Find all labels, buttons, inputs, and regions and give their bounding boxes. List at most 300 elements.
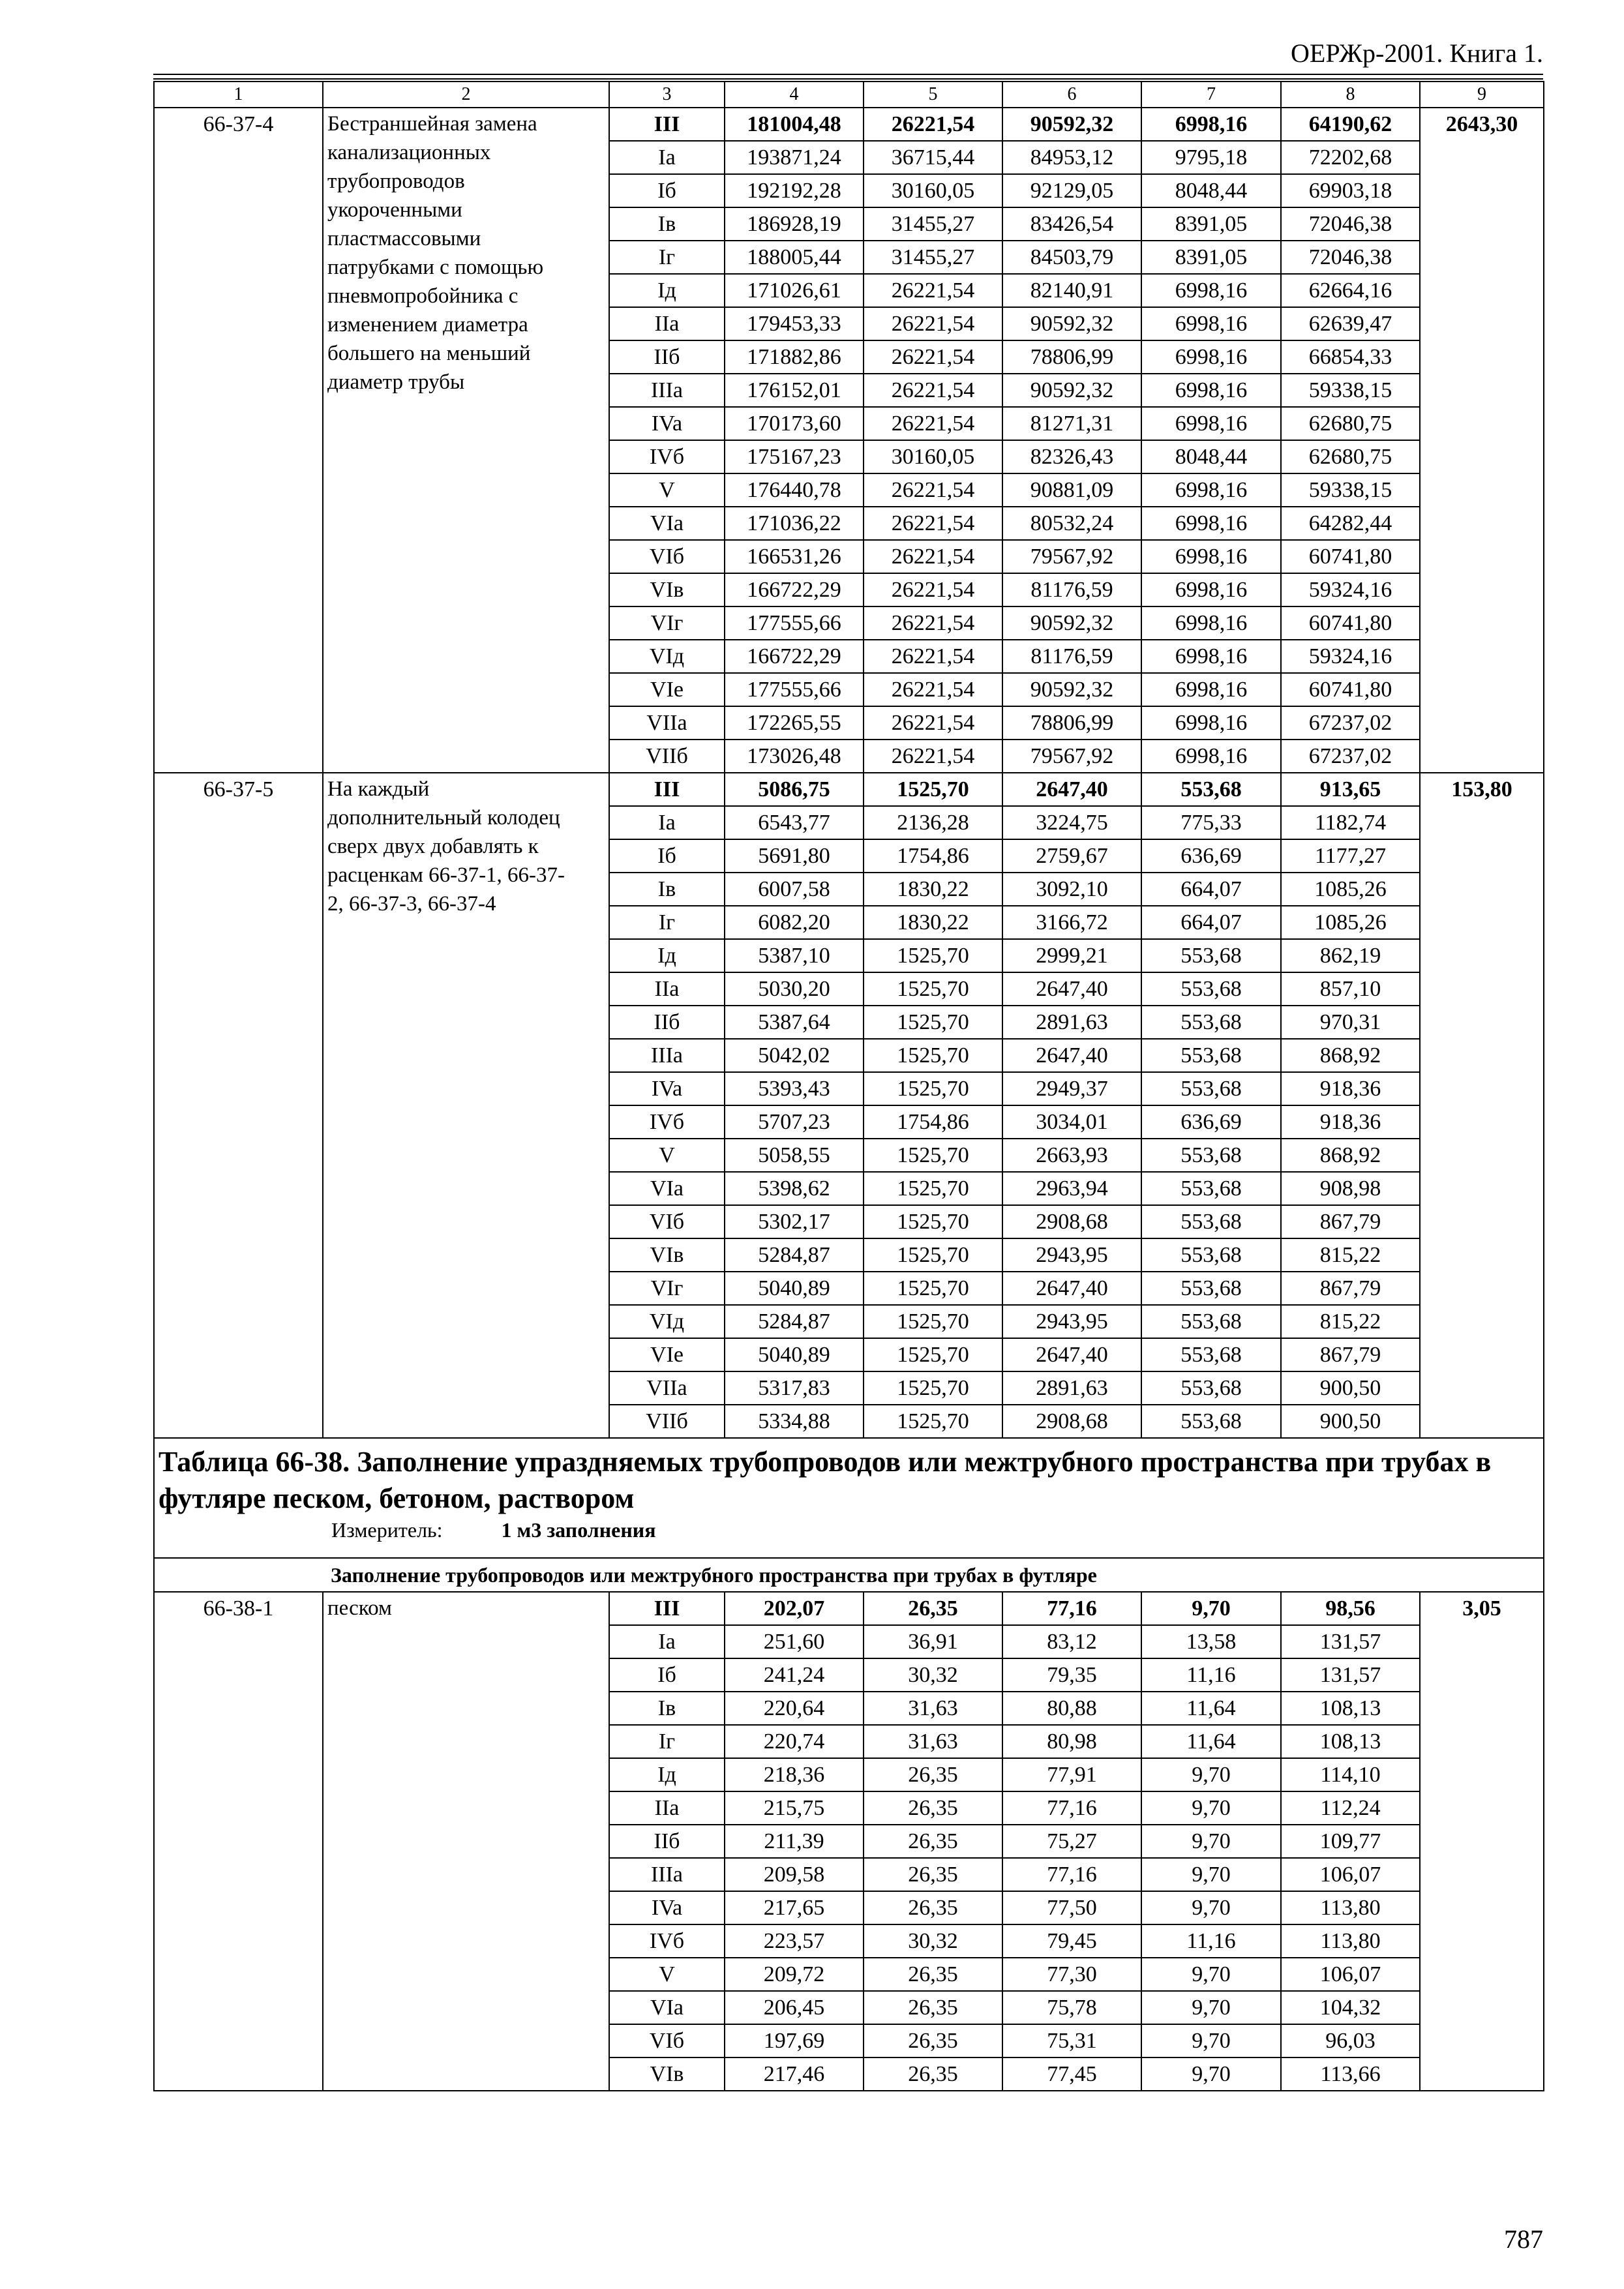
cost-materials: 112,24: [1281, 1791, 1420, 1825]
cost-total: 5302,17: [725, 1205, 864, 1238]
cost-wages: 26221,54: [864, 340, 1002, 374]
cost-wages: 26221,54: [864, 573, 1002, 606]
cost-machinist-wages: 6998,16: [1141, 740, 1281, 773]
cost-machinist-wages: 8391,05: [1141, 207, 1281, 241]
cost-machines: 78806,99: [1002, 706, 1141, 740]
zone: VIв: [609, 2057, 725, 2091]
cost-machinist-wages: 6998,16: [1141, 706, 1281, 740]
cost-machinist-wages: 6998,16: [1141, 673, 1281, 706]
cost-wages: 26,35: [864, 2057, 1002, 2091]
cost-wages: 26,35: [864, 1891, 1002, 1924]
cost-machines: 81176,59: [1002, 573, 1141, 606]
header-rule: [153, 74, 1543, 80]
cost-total: 171026,61: [725, 274, 864, 307]
cost-total: 217,65: [725, 1891, 864, 1924]
cost-machinist-wages: 9,70: [1141, 1791, 1281, 1825]
cost-total: 215,75: [725, 1791, 864, 1825]
measure-line: [158, 1519, 1539, 1540]
cost-machines: 90592,32: [1002, 374, 1141, 407]
cost-materials: 113,80: [1281, 1891, 1420, 1924]
cost-machines: 79567,92: [1002, 740, 1141, 773]
cost-machines: 79,45: [1002, 1924, 1141, 1958]
cost-materials: 62664,16: [1281, 274, 1420, 307]
cost-total: 166722,29: [725, 573, 864, 606]
cost-wages: 26221,54: [864, 640, 1002, 673]
cost-total: 166722,29: [725, 640, 864, 673]
measure-label: Измеритель:: [331, 1518, 443, 1542]
zone: V: [609, 1139, 725, 1172]
cost-wages: 1525,70: [864, 1039, 1002, 1072]
cost-total: 5334,88: [725, 1405, 864, 1438]
cost-materials: 60741,80: [1281, 606, 1420, 640]
zone: IIб: [609, 340, 725, 374]
cost-machines: 75,31: [1002, 2024, 1141, 2057]
zone: VIд: [609, 1305, 725, 1338]
cost-wages: 30160,05: [864, 440, 1002, 473]
page-number: 787: [1504, 2224, 1543, 2254]
cost-materials: 1085,26: [1281, 906, 1420, 939]
cost-materials: 59324,16: [1281, 640, 1420, 673]
zone: V: [609, 473, 725, 507]
cost-wages: 26221,54: [864, 606, 1002, 640]
zone: IVб: [609, 1105, 725, 1139]
cost-machines: 83426,54: [1002, 207, 1141, 241]
cost-materials: 918,36: [1281, 1105, 1420, 1139]
cost-wages: 26221,54: [864, 274, 1002, 307]
cost-machinist-wages: 9,70: [1141, 1592, 1281, 1625]
cost-machines: 79,35: [1002, 1658, 1141, 1692]
zone: VIд: [609, 640, 725, 673]
cost-machinist-wages: 9,70: [1141, 1825, 1281, 1858]
cost-machines: 84503,79: [1002, 241, 1141, 274]
cost-materials: 867,79: [1281, 1272, 1420, 1305]
section-header: [154, 1438, 1544, 1558]
cost-total: 177555,66: [725, 673, 864, 706]
cost-machines: 77,16: [1002, 1592, 1141, 1625]
cost-machines: 75,27: [1002, 1825, 1141, 1858]
cost-machines: 90592,32: [1002, 606, 1141, 640]
cost-machines: 79567,92: [1002, 540, 1141, 573]
cost-wages: 26221,54: [864, 540, 1002, 573]
cost-total: 5284,87: [725, 1305, 864, 1338]
cost-machines: 81271,31: [1002, 407, 1141, 440]
cost-materials: 59338,15: [1281, 374, 1420, 407]
cost-materials: 98,56: [1281, 1592, 1420, 1625]
cost-machines: 80,98: [1002, 1725, 1141, 1758]
cost-materials: 59338,15: [1281, 473, 1420, 507]
zone: IIa: [609, 1791, 725, 1825]
cost-wages: 1525,70: [864, 1072, 1002, 1105]
zone: Ia: [609, 806, 725, 839]
zone: VIб: [609, 2024, 725, 2057]
cost-machinist-wages: 553,68: [1141, 939, 1281, 972]
cost-machines: 81176,59: [1002, 640, 1141, 673]
cost-total: 5317,83: [725, 1371, 864, 1405]
cost-total: 188005,44: [725, 241, 864, 274]
cost-materials: 108,13: [1281, 1725, 1420, 1758]
column-number: 4: [725, 82, 864, 108]
cost-machines: 2943,95: [1002, 1305, 1141, 1338]
cost-materials: 64190,62: [1281, 108, 1420, 141]
cost-machines: 77,91: [1002, 1758, 1141, 1791]
cost-machines: 84953,12: [1002, 141, 1141, 174]
cost-materials: 106,07: [1281, 1958, 1420, 1991]
cost-total: 202,07: [725, 1592, 864, 1625]
cost-materials: 857,10: [1281, 972, 1420, 1006]
cost-wages: 1525,70: [864, 1405, 1002, 1438]
cost-wages: 26,35: [864, 1991, 1002, 2024]
cost-machinist-wages: 775,33: [1141, 806, 1281, 839]
cost-machines: 3034,01: [1002, 1105, 1141, 1139]
column-number: 5: [864, 82, 1002, 108]
cost-total: 251,60: [725, 1625, 864, 1658]
cost-total: 5040,89: [725, 1338, 864, 1371]
price-table: [153, 81, 1544, 2091]
rate-code: 66-38-1: [154, 1592, 323, 2091]
cost-machinist-wages: 9795,18: [1141, 141, 1281, 174]
zone: IIIa: [609, 374, 725, 407]
cost-materials: 900,50: [1281, 1371, 1420, 1405]
zone: IIIa: [609, 1858, 725, 1891]
cost-machinist-wages: 553,68: [1141, 972, 1281, 1006]
cost-total: 5058,55: [725, 1139, 864, 1172]
cost-materials: 66854,33: [1281, 340, 1420, 374]
cost-wages: 1525,70: [864, 1006, 1002, 1039]
cost-machinist-wages: 553,68: [1141, 1072, 1281, 1105]
cost-wages: 30160,05: [864, 174, 1002, 207]
cost-machinist-wages: 11,64: [1141, 1725, 1281, 1758]
cost-total: 5042,02: [725, 1039, 864, 1072]
cost-wages: 26,35: [864, 1958, 1002, 1991]
cost-total: 172265,55: [725, 706, 864, 740]
cost-machines: 77,50: [1002, 1891, 1141, 1924]
cost-materials: 868,92: [1281, 1139, 1420, 1172]
zone: Iб: [609, 839, 725, 873]
cost-wages: 1830,22: [864, 873, 1002, 906]
cost-machinist-wages: 553,68: [1141, 1205, 1281, 1238]
column-number: 6: [1002, 82, 1141, 108]
cost-machines: 80,88: [1002, 1692, 1141, 1725]
cost-wages: 1525,70: [864, 1205, 1002, 1238]
labor-cost: 2643,30: [1420, 108, 1544, 773]
cost-materials: 113,66: [1281, 2057, 1420, 2091]
cost-total: 5691,80: [725, 839, 864, 873]
cost-machinist-wages: 8391,05: [1141, 241, 1281, 274]
cost-wages: 1525,70: [864, 939, 1002, 972]
zone: VIIб: [609, 1405, 725, 1438]
cost-machinist-wages: 664,07: [1141, 873, 1281, 906]
cost-machinist-wages: 636,69: [1141, 839, 1281, 873]
cost-total: 6007,58: [725, 873, 864, 906]
cost-wages: 1830,22: [864, 906, 1002, 939]
cost-wages: 26221,54: [864, 307, 1002, 340]
cost-machines: 77,30: [1002, 1958, 1141, 1991]
cost-machinist-wages: 8048,44: [1141, 174, 1281, 207]
zone: IIIa: [609, 1039, 725, 1072]
zone: IIб: [609, 1825, 725, 1858]
cost-materials: 900,50: [1281, 1405, 1420, 1438]
cost-materials: 918,36: [1281, 1072, 1420, 1105]
cost-wages: 1754,86: [864, 839, 1002, 873]
cost-machines: 2949,37: [1002, 1072, 1141, 1105]
zone: IVб: [609, 1924, 725, 1958]
zone: III: [609, 773, 725, 806]
cost-wages: 26221,54: [864, 407, 1002, 440]
cost-total: 220,74: [725, 1725, 864, 1758]
column-number: 3: [609, 82, 725, 108]
cost-total: 166531,26: [725, 540, 864, 573]
zone: IVб: [609, 440, 725, 473]
zone: VIб: [609, 540, 725, 573]
column-number: 9: [1420, 82, 1544, 108]
cost-materials: 59324,16: [1281, 573, 1420, 606]
cost-total: 6543,77: [725, 806, 864, 839]
cost-total: 181004,48: [725, 108, 864, 141]
section-row: [154, 1438, 1544, 1558]
cost-materials: 72046,38: [1281, 241, 1420, 274]
cost-materials: 970,31: [1281, 1006, 1420, 1039]
cost-machines: 78806,99: [1002, 340, 1141, 374]
cost-machines: 90881,09: [1002, 473, 1141, 507]
table-row: [154, 1592, 1544, 1625]
cost-machines: 77,45: [1002, 2057, 1141, 2091]
cost-machinist-wages: 664,07: [1141, 906, 1281, 939]
cost-materials: 60741,80: [1281, 673, 1420, 706]
cost-machinist-wages: 6998,16: [1141, 374, 1281, 407]
cost-machines: 2963,94: [1002, 1172, 1141, 1205]
cost-materials: 131,57: [1281, 1658, 1420, 1692]
cost-wages: 36,91: [864, 1625, 1002, 1658]
cost-materials: 72202,68: [1281, 141, 1420, 174]
zone: Iв: [609, 207, 725, 241]
zone: VIe: [609, 673, 725, 706]
cost-wages: 1525,70: [864, 773, 1002, 806]
cost-total: 241,24: [725, 1658, 864, 1692]
cost-materials: 106,07: [1281, 1858, 1420, 1891]
cost-machines: 2647,40: [1002, 773, 1141, 806]
cost-materials: 69903,18: [1281, 174, 1420, 207]
zone: Iб: [609, 174, 725, 207]
cost-total: 5284,87: [725, 1238, 864, 1272]
zone: VIв: [609, 1238, 725, 1272]
cost-total: 192192,28: [725, 174, 864, 207]
table-row: [154, 773, 1544, 806]
column-number: 8: [1281, 82, 1420, 108]
cost-wages: 26,35: [864, 1758, 1002, 1791]
measure-value: 1 м3 заполнения: [501, 1518, 656, 1542]
cost-materials: 114,10: [1281, 1758, 1420, 1791]
cost-machinist-wages: 11,16: [1141, 1924, 1281, 1958]
document-header: ОЕРЖр-2001. Книга 1.: [1291, 38, 1543, 68]
cost-wages: 1525,70: [864, 972, 1002, 1006]
cost-machines: 2647,40: [1002, 1272, 1141, 1305]
rate-code: 66-37-5: [154, 773, 323, 1438]
cost-machines: 90592,32: [1002, 673, 1141, 706]
cost-machinist-wages: 6998,16: [1141, 108, 1281, 141]
zone: III: [609, 1592, 725, 1625]
cost-materials: 908,98: [1281, 1172, 1420, 1205]
zone: Iг: [609, 906, 725, 939]
cost-machinist-wages: 9,70: [1141, 2024, 1281, 2057]
cost-machines: 80532,24: [1002, 507, 1141, 540]
cost-total: 218,36: [725, 1758, 864, 1791]
cost-wages: 1525,70: [864, 1272, 1002, 1305]
zone: IIб: [609, 1006, 725, 1039]
zone: Iд: [609, 274, 725, 307]
cost-machinist-wages: 9,70: [1141, 1991, 1281, 2024]
cost-machines: 3224,75: [1002, 806, 1141, 839]
cost-machines: 2908,68: [1002, 1405, 1141, 1438]
cost-machinist-wages: 6998,16: [1141, 407, 1281, 440]
cost-wages: 31455,27: [864, 207, 1002, 241]
zone: VIa: [609, 1991, 725, 2024]
cost-machinist-wages: 6998,16: [1141, 606, 1281, 640]
zone: Iд: [609, 1758, 725, 1791]
cost-machinist-wages: 9,70: [1141, 2057, 1281, 2091]
cost-machines: 2891,63: [1002, 1371, 1141, 1405]
cost-machinist-wages: 553,68: [1141, 1371, 1281, 1405]
zone: Ia: [609, 1625, 725, 1658]
cost-machines: 2999,21: [1002, 939, 1141, 972]
cost-materials: 113,80: [1281, 1924, 1420, 1958]
cost-materials: 867,79: [1281, 1205, 1420, 1238]
cost-wages: 1754,86: [864, 1105, 1002, 1139]
cost-materials: 862,19: [1281, 939, 1420, 972]
zone: VIa: [609, 507, 725, 540]
cost-machinist-wages: 553,68: [1141, 1006, 1281, 1039]
zone: VIa: [609, 1172, 725, 1205]
zone: Iг: [609, 1725, 725, 1758]
cost-machines: 90592,32: [1002, 108, 1141, 141]
cost-total: 209,72: [725, 1958, 864, 1991]
cost-materials: 67237,02: [1281, 706, 1420, 740]
table-row: [154, 108, 1544, 141]
zone: Iб: [609, 1658, 725, 1692]
cost-machinist-wages: 6998,16: [1141, 573, 1281, 606]
cost-machinist-wages: 6998,16: [1141, 640, 1281, 673]
cost-materials: 815,22: [1281, 1305, 1420, 1338]
cost-materials: 67237,02: [1281, 740, 1420, 773]
cost-machines: 75,78: [1002, 1991, 1141, 2024]
cost-wages: 1525,70: [864, 1305, 1002, 1338]
cost-total: 171036,22: [725, 507, 864, 540]
cost-total: 206,45: [725, 1991, 864, 2024]
cost-wages: 30,32: [864, 1924, 1002, 1958]
zone: VIб: [609, 1205, 725, 1238]
work-description: Бестраншейная замена канализационных трубопроводов укороченными пластмассовыми патрубками с помощью пневмопробойника с изменением диаметра большего на меньший диаметр трубы: [323, 108, 609, 773]
subheader: Заполнение трубопроводов или межтрубного пространства при трубах в футляре: [154, 1558, 1544, 1592]
cost-machinist-wages: 6998,16: [1141, 274, 1281, 307]
zone: VIг: [609, 606, 725, 640]
cost-total: 193871,24: [725, 141, 864, 174]
cost-machinist-wages: 636,69: [1141, 1105, 1281, 1139]
zone: IVa: [609, 1072, 725, 1105]
cost-total: 220,64: [725, 1692, 864, 1725]
cost-total: 5040,89: [725, 1272, 864, 1305]
work-description: На каждый дополнительный колодец сверх двух добавлять к расценкам 66-37-1, 66-37- 2, 66-37-3, 66-37-4: [323, 773, 609, 1438]
column-number: 7: [1141, 82, 1281, 108]
cost-wages: 1525,70: [864, 1371, 1002, 1405]
cost-total: 175167,23: [725, 440, 864, 473]
zone: IVa: [609, 407, 725, 440]
cost-total: 176440,78: [725, 473, 864, 507]
cost-wages: 31,63: [864, 1725, 1002, 1758]
cost-wages: 26,35: [864, 1592, 1002, 1625]
cost-machinist-wages: 553,68: [1141, 1139, 1281, 1172]
cost-materials: 1085,26: [1281, 873, 1420, 906]
cost-wages: 26,35: [864, 1791, 1002, 1825]
cost-machinist-wages: 13,58: [1141, 1625, 1281, 1658]
cost-wages: 26221,54: [864, 473, 1002, 507]
cost-wages: 31,63: [864, 1692, 1002, 1725]
cost-machinist-wages: 553,68: [1141, 1405, 1281, 1438]
cost-machinist-wages: 553,68: [1141, 1039, 1281, 1072]
cost-wages: 1525,70: [864, 1172, 1002, 1205]
zone: V: [609, 1958, 725, 1991]
zone: Iд: [609, 939, 725, 972]
cost-materials: 1177,27: [1281, 839, 1420, 873]
cost-materials: 72046,38: [1281, 207, 1420, 241]
cost-machines: 2891,63: [1002, 1006, 1141, 1039]
cost-machines: 2908,68: [1002, 1205, 1141, 1238]
cost-machinist-wages: 553,68: [1141, 1172, 1281, 1205]
labor-cost: 3,05: [1420, 1592, 1544, 2091]
cost-machinist-wages: 9,70: [1141, 1958, 1281, 1991]
cost-wages: 30,32: [864, 1658, 1002, 1692]
cost-total: 5030,20: [725, 972, 864, 1006]
cost-machines: 77,16: [1002, 1858, 1141, 1891]
zone: Iг: [609, 241, 725, 274]
zone: IVa: [609, 1891, 725, 1924]
cost-wages: 26221,54: [864, 507, 1002, 540]
column-number: 1: [154, 82, 323, 108]
cost-machines: 3166,72: [1002, 906, 1141, 939]
cost-machines: 82140,91: [1002, 274, 1141, 307]
cost-machines: 92129,05: [1002, 174, 1141, 207]
cost-wages: 1525,70: [864, 1338, 1002, 1371]
cost-total: 5707,23: [725, 1105, 864, 1139]
cost-wages: 1525,70: [864, 1139, 1002, 1172]
zone: VIIб: [609, 740, 725, 773]
cost-wages: 26221,54: [864, 374, 1002, 407]
labor-cost: 153,80: [1420, 773, 1544, 1438]
zone: IIa: [609, 972, 725, 1006]
work-description: песком: [323, 1592, 609, 2091]
cost-wages: 26221,54: [864, 740, 1002, 773]
cost-total: 211,39: [725, 1825, 864, 1858]
cost-machinist-wages: 11,16: [1141, 1658, 1281, 1692]
cost-machinist-wages: 6998,16: [1141, 540, 1281, 573]
zone: III: [609, 108, 725, 141]
cost-machines: 83,12: [1002, 1625, 1141, 1658]
cost-materials: 62639,47: [1281, 307, 1420, 340]
cost-materials: 96,03: [1281, 2024, 1420, 2057]
cost-materials: 131,57: [1281, 1625, 1420, 1658]
cost-machinist-wages: 553,68: [1141, 1305, 1281, 1338]
cost-total: 5387,10: [725, 939, 864, 972]
cost-machinist-wages: 6998,16: [1141, 473, 1281, 507]
cost-machinist-wages: 6998,16: [1141, 507, 1281, 540]
cost-total: 6082,20: [725, 906, 864, 939]
cost-machines: 2647,40: [1002, 972, 1141, 1006]
cost-total: 223,57: [725, 1924, 864, 1958]
cost-total: 170173,60: [725, 407, 864, 440]
zone: IIa: [609, 307, 725, 340]
cost-materials: 815,22: [1281, 1238, 1420, 1272]
cost-materials: 64282,44: [1281, 507, 1420, 540]
cost-total: 179453,33: [725, 307, 864, 340]
cost-wages: 31455,27: [864, 241, 1002, 274]
